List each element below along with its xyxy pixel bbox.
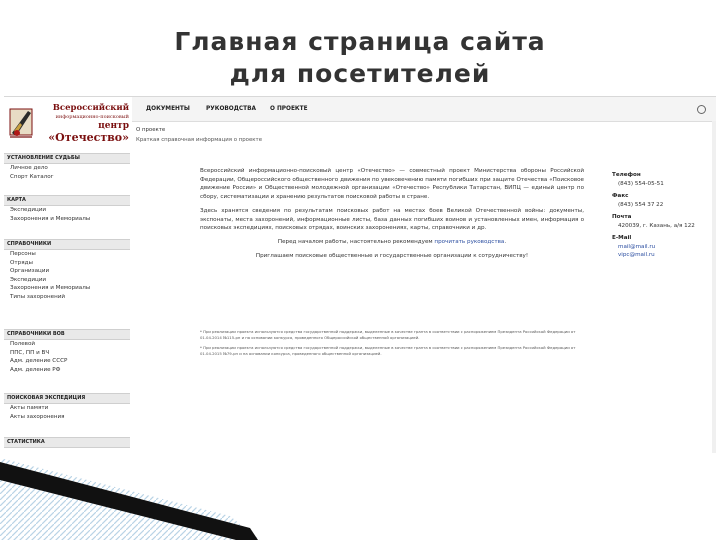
sidebar-item[interactable]: Личное дело	[10, 165, 48, 171]
details-paragraph: Здесь хранятся сведения по результатам поисковых работ на местах боев Великой Отечественной войны: документы, экспонаты, места захоронений, информационные листы, база данных погибших воинов и установленных имен, информация о поисковых экспедициях, поисковых отрядах, воинских захоронениях, карты, справочники и др.	[200, 207, 584, 232]
post-label: Почта	[612, 214, 632, 220]
nav-documents[interactable]: ДОКУМЕНТЫ	[146, 106, 190, 112]
phone-value: (843) 554-05-51	[618, 180, 664, 187]
email-label: E-Mail	[612, 235, 632, 241]
sidebar-item[interactable]: Типы захоронений	[10, 293, 66, 300]
sidebar-item[interactable]: Полевой	[10, 341, 35, 347]
logo-line3: центр	[98, 121, 129, 131]
sidebar-heading[interactable]: УСТАНОВЛЕНИЕ СУДЬБЫ	[4, 153, 130, 164]
sidebar-item[interactable]: ППС, ПП и ВЧ	[10, 349, 50, 356]
contacts-panel	[612, 167, 712, 260]
logo-text	[34, 104, 129, 144]
guide-recommendation-text: Перед началом работы, настоятельно рекомендуем	[277, 238, 435, 245]
site-logo[interactable]	[4, 101, 130, 147]
intro-paragraph: Всероссийский информационно-поисковый центр «Отечество» — совместный проект Министерства обороны Российской Федерации, Общероссийского общественного движения по увековечению памяти погибших при защите Отечества «Поисковое движение России» и Общественной молодежной организации «Отечество» Республики Татарстан, ВИПЦ — единый центр по сбору, систематизации и хранению результатов поисковой работы в стране.	[200, 168, 584, 201]
phone-label: Телефон	[612, 172, 641, 178]
top-navigation	[132, 97, 716, 122]
emblem-icon	[8, 103, 34, 143]
sidebar-heading[interactable]: СПРАВОЧНИКИ ВОВ	[4, 329, 130, 340]
sidebar-item[interactable]: Отряды	[10, 259, 33, 266]
sidebar-section-statistics	[4, 437, 130, 448]
sidebar-heading[interactable]: СТАТИСТИКА	[4, 437, 130, 448]
nav-guides[interactable]: РУКОВОДСТВА	[206, 106, 257, 112]
logo-line4: «Отечество»	[48, 131, 129, 144]
sidebar-item[interactable]: Экспедиции	[10, 276, 47, 283]
decorative-arrow	[0, 458, 720, 540]
slide-subtitle: для посетителей	[229, 59, 491, 88]
fax-label: Факс	[612, 193, 629, 199]
fax-value: (843) 554 37 22	[618, 201, 664, 208]
sidebar-item[interactable]: Адм. деление СССР	[10, 358, 68, 364]
sidebar-heading[interactable]: КАРТА	[4, 195, 130, 206]
sidebar-heading[interactable]: ПОИСКОВАЯ ЭКСПЕДИЦИЯ	[4, 393, 130, 404]
sidebar-item[interactable]: Организации	[10, 268, 50, 274]
sidebar-section-wwii-references	[4, 329, 130, 374]
sidebar-item[interactable]: Захоронения и Мемориалы	[10, 215, 91, 222]
logo-line2: информационно-поисковый	[55, 114, 129, 120]
sidebar-item[interactable]: Захоронения и Мемориалы	[10, 285, 91, 291]
sidebar-heading[interactable]: СПРАВОЧНИКИ	[4, 239, 130, 250]
breadcrumb: О проекте	[136, 127, 166, 133]
guide-recommendation: Перед началом работы, настоятельно рекомендуем прочитать руководства.	[277, 238, 507, 245]
sidebar-item[interactable]: Персоны	[10, 251, 36, 257]
power-icon[interactable]	[697, 105, 706, 114]
cooperation-invite: Приглашаем поисковые общественные и государственные организации к сотрудничеству!	[255, 252, 529, 259]
sidebar-item[interactable]: Акты захоронения	[10, 413, 65, 420]
sidebar-item[interactable]: Экспедиции	[10, 207, 47, 213]
sidebar-section-map	[4, 195, 130, 223]
logo-line1: Всероссийский	[52, 103, 129, 113]
footnote: * При реализации проекта используются средства государственной поддержки, выделенные в качестве гранта в соответствии с распоряжением Президента Российской Федерации от 01.04.2015 №79-рп и на основании конкурса, проведенного общественной организацией.	[200, 345, 576, 356]
sidebar-item[interactable]: Адм. деление РФ	[10, 366, 61, 373]
scrollbar[interactable]	[712, 121, 716, 453]
guides-link[interactable]: прочитать руководства	[434, 238, 505, 245]
sidebar-item[interactable]: Акты памяти	[10, 405, 49, 411]
website-screenshot	[4, 96, 716, 453]
email-link[interactable]: vipc@mail.ru	[618, 252, 655, 258]
nav-about[interactable]: О ПРОЕКТЕ	[270, 106, 308, 112]
slide-title: Главная страница сайта	[174, 27, 546, 56]
sidebar	[4, 97, 130, 453]
sidebar-section-references	[4, 239, 130, 301]
email-link[interactable]: mail@mail.ru	[618, 243, 656, 250]
sidebar-section-expedition	[4, 393, 130, 421]
main-content	[200, 167, 584, 265]
page-subtitle: Краткая справочная информация о проекте	[136, 137, 263, 143]
sidebar-item[interactable]: Спорт Каталог	[10, 173, 54, 180]
footnote: * При реализации проекта используются средства государственной поддержки, выделенные в качестве гранта в соответствии с распоряжением Президента Российской Федерации от 01.04.2014 №115-рп и на основании конкурса, проведенного Общероссийской общественной организацией.	[200, 329, 576, 340]
footnotes	[200, 329, 584, 361]
post-value: 420039, г. Казань, а/я 122	[618, 222, 695, 229]
sidebar-section-fate	[4, 153, 130, 181]
